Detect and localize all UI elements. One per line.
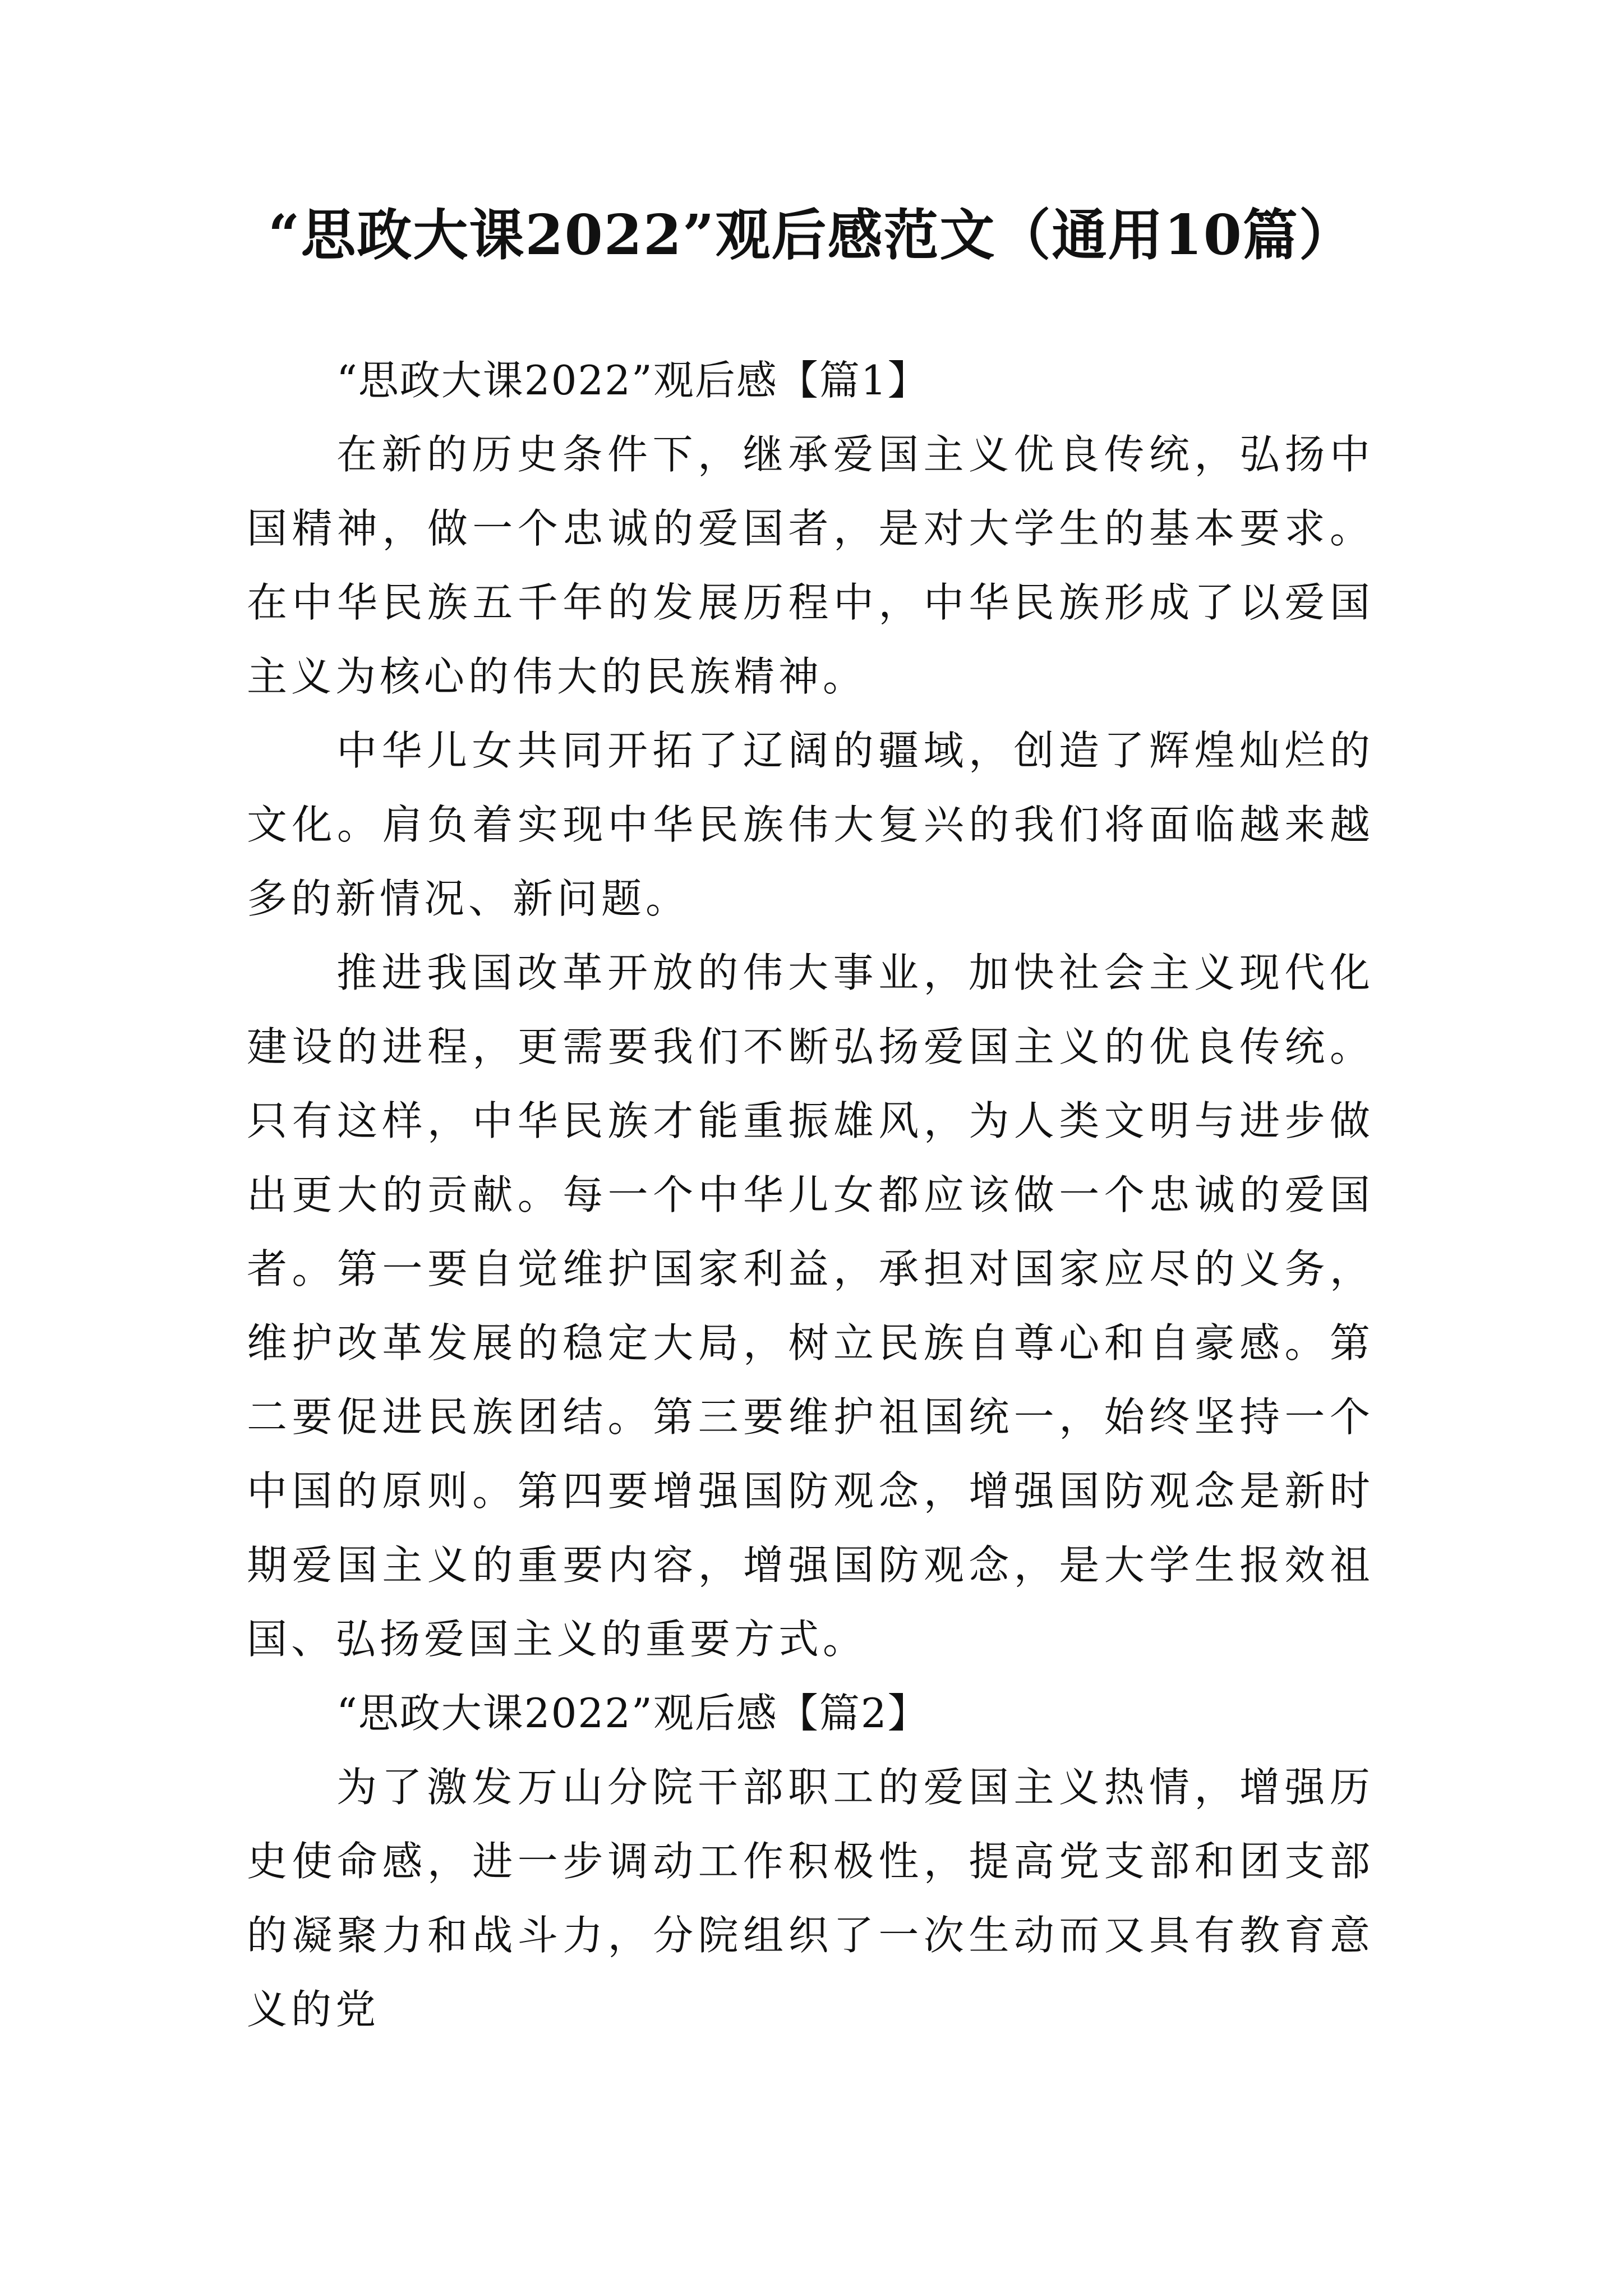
section-heading-1: “思政大课2022”观后感【篇1】 [336,357,929,404]
paragraph-1: 在新的历史条件下，继承爱国主义优良传统，弘扬中国精神，做一个忠诚的爱国者，是对大学生的基本要求。在中华民族五千年的发展历程中，中华民族形成了以爱国主义为核心的伟大的民族精神。 [247,431,1374,700]
paragraph-3: 推进我国改革开放的伟大事业，加快社会主义现代化建设的进程，更需要我们不断弘扬爱国主义的优良传统。只有这样，中华民族才能重振雄风，为人类文明与进步做出更大的贡献。每一个中华儿女都应该做一个忠诚的爱国者。第一要自觉维护国家利益，承担对国家应尽的义务，维护改革发展的稳定大局，树立民族自尊心和自豪感。第二要促进民族团结。第三要维护祖国统一，始终坚持一个中国的原则。第四要增强国防观念，增强国防观念是新时期爱国主义的重要内容，增强国防观念，是大学生报效祖国、弘扬爱国主义的重要方式。 [247,949,1374,1663]
paragraph-4: 为了激发万山分院干部职工的爱国主义热情，增强历史使命感，进一步调动工作积极性，提高党支部和团支部的凝聚力和战斗力，分院组织了一次生动而又具有教育意义的党 [247,1764,1374,2033]
section-heading-2: “思政大课2022”观后感【篇2】 [336,1690,929,1737]
document-title: “思政大课2022”观后感范文（通用10篇） [268,203,1355,268]
paragraph-2: 中华儿女共同开拓了辽阔的疆域，创造了辉煌灿烂的文化。肩负着实现中华民族伟大复兴的我们将面临越来越多的新情况、新问题。 [247,727,1374,922]
document-body [247,343,1374,2046]
